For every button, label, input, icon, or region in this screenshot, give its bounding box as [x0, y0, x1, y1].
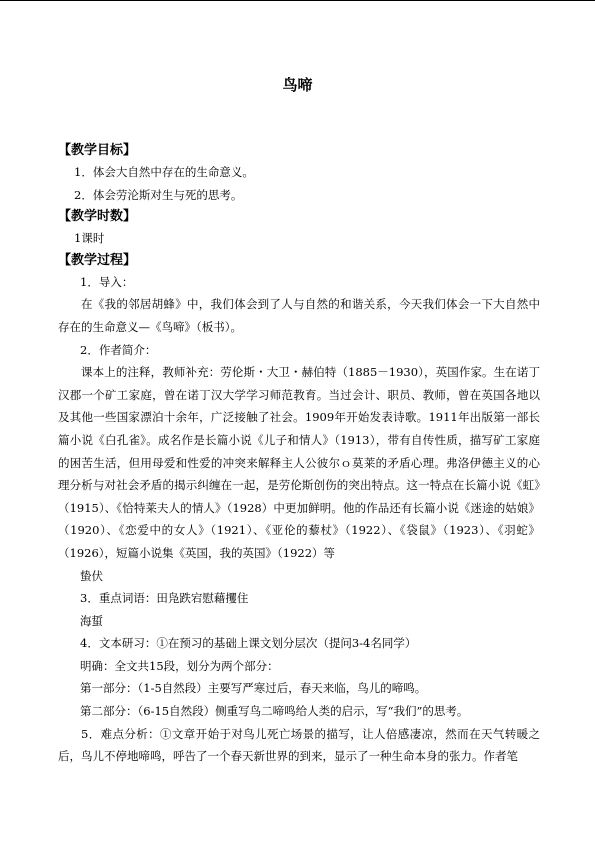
document-title: 鸟啼: [282, 76, 313, 94]
document-body: [58, 140, 540, 768]
keywords-label: 3．重点词语：田凫跌宕慰藉攫住: [80, 591, 249, 606]
goal-item-1: 1．体会大自然中存在的生命意义。: [74, 165, 254, 179]
intro-label: 1．导入：: [80, 274, 134, 289]
section-heading-hours: 【教学时数】: [58, 209, 137, 225]
section-heading-process: 【教学过程】: [58, 252, 137, 268]
clarify-text: 明确：全文共15段，划分为两个部分：: [80, 658, 279, 673]
part-1-text: 第一部分：（1-5自然段）主要写严寒过后，春天来临，鸟儿的啼鸣。: [80, 681, 427, 696]
vocab-word-1: 蛰伏: [80, 568, 103, 583]
study-label: 4．文本研习：①在预习的基础上课文划分层次（提问3-4名同学）: [80, 636, 417, 651]
section-heading-goals: 【教学目标】: [58, 143, 137, 158]
difficulty-paragraph: 5．难点分析：①文章开始于对鸟儿死亡场景的描写，让人倍感凄凉，然而在天气转暖之后，鸟儿不停地啼鸣，呼告了一个春天新世界的到来，显示了一种生命本身的张力。作者笔: [58, 726, 540, 764]
intro-paragraph: 在《我的邻居胡蜂》中，我们体会到了人与自然的和谐关系，今天我们体会一下大自然中存在的生命意义—《鸟啼》（板书）。: [58, 297, 540, 334]
goal-item-2: 2．体会劳沦斯对生与死的思考。: [74, 187, 243, 202]
author-label: 2．作者简介：: [80, 342, 157, 357]
vocab-word-2: 海蜇: [80, 613, 103, 628]
hours-text: 1课时: [74, 231, 105, 246]
author-paragraph: 课本上的注释，教师补充：劳伦斯・大卫・赫伯特（1885－1930），英国作家。生在诺丁汉郡一个矿工家庭，曾在诺丁汉大学学习师范教育。当过会计、职员、教师，曾在英国各地以及其他一些国家漂泊十余年，广泛接触了社会。1909年开始发表诗歌。1911年出版第一部长篇小说《白孔雀》。成名作是长篇小说《儿子和情人》（1913），带有自传性质，描写矿工家庭的困苦生活，但用母爱和性爱的冲突来解释主人公彼尔ｏ莫莱的矛盾心理。弗洛伊德主义的心理分析与对社会矛盾的揭示纠缠在一起，是劳伦斯创伤的突出特点。这一特点在长篇小说《虹》（1915）、《恰特莱夫人的情人》（1928）中更加鲜明。他的作品还有长篇小说《迷途的姑娘》（1920）、《恋爱中的女人》（1921）、《亚伦的藜杖》（1922）、《袋鼠》（1923）、《羽蛇》（1926），短篇小说集《英国，我的英国》（1922）等: [58, 365, 540, 560]
part-2-text: 第二部分：（6-15自然段）侧重写鸟二啼鸣给人类的启示，写“我们”的思考。: [80, 704, 469, 719]
top-rule: [0, 0, 595, 1]
